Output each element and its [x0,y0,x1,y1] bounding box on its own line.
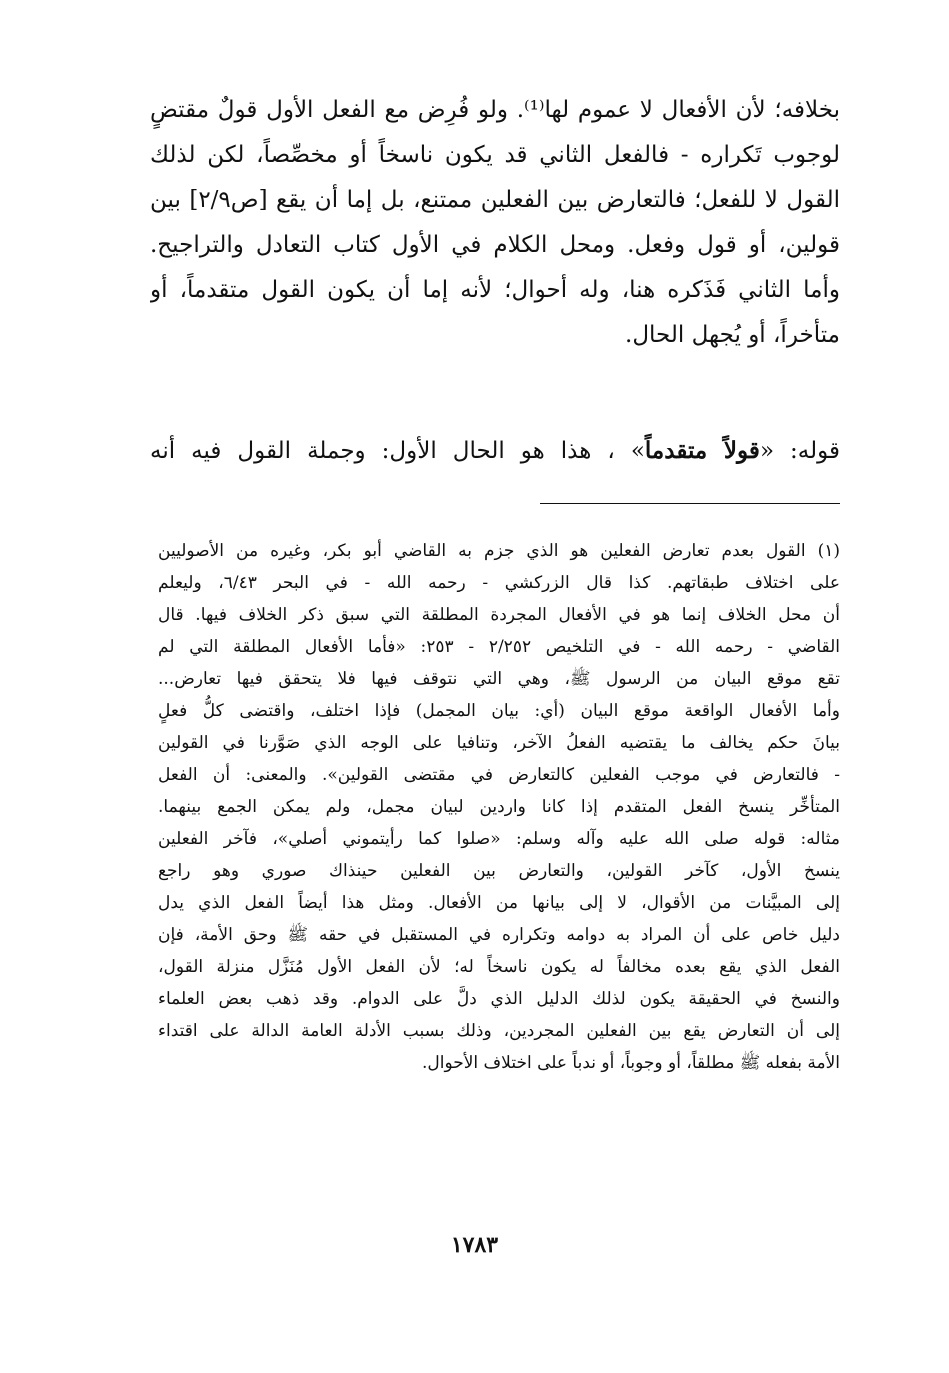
main-text-line: القول لا للفعل؛ فالتعارض بين الفعلين ممتنع، بل إما أن يقع [ص٢/٩] بين [150,187,840,213]
quote-paragraph [150,428,840,473]
footnote-line: بيانَ حكم يخالف ما يقتضيه الفعلُ الآخر، وتنافيا على الوجه الذي صَوَّرنا في القولين [158,733,840,753]
footnote-line: (١) القول بعدم تعارض الفعلين هو الذي جزم به القاضي أبو بكر، وغيره من الأصوليين [158,541,840,561]
footnote-line: - فالتعارض في موجب الفعلين كالتعارض في مقتضى القولين». والمعنى: أن الفعل [158,765,840,785]
footnote-line: الأمة بفعله ﷺ مطلقاً، أو وجوباً، أو ندباً على اختلاف الأحوال. [421,1053,840,1073]
main-text-line: متأخراً، أو يُجهل الحال. [625,322,840,348]
quote-suffix: » ، هذا هو الحال الأول: وجملة القول فيه أنه [150,438,645,464]
footnote-line: والنسخ في الحقيقة يكون لذلك الدليل الذي دلَّ على الدوام. وقد ذهب بعض العلماء [158,989,840,1009]
main-text-line: بخلافه؛ لأن الأفعال لا عموم لها⁽¹⁾. ولو فُرِض مع الفعل الأول قولٌ مقتضٍ [150,97,840,123]
footnotes-block [158,535,840,1079]
footnote-line: إلى المبيَّنات من الأقوال، لا إلى بيانها من الأفعال. ومثل هذا أيضاً الفعل الذي يدل [158,893,840,913]
footnote-line: أن محل الخلاف إنما هو في الأفعال المجردة المطلقة التي سبق ذكر الخلاف فيها. قال [158,605,840,625]
footnote-line: دليل خاص على أن المراد به دوامه وتكراره في المستقبل في حقه ﷺ وحق الأمة، فإن [158,925,840,945]
footnote-line: ينسخ الأول، كآخر القولين، والتعارض بين الفعلين حينذاك صوري وهو راجع [158,861,840,881]
footnote-line: الفعل الذي يقع بعده مخالفاً له يكون ناسخاً له؛ لأن الفعل الأول مُنَزَّل منزلة القول، [158,957,840,977]
footnote-line: المتأخِّر ينسخ الفعل المتقدم إذا كانا واردين لبيان مجمل، ولم يمكن الجمع بينهما. [158,797,840,817]
footnote-line: القاضي - رحمه الله - في التلخيص ٢/٢٥٢ - ٢٥٣: «فأما الأفعال المطلقة التي لم [158,637,840,657]
footnote-line: تقع موقع البيان من الرسول ﷺ، وهي التي نتوقف فيها فلا يتحقق فيها تعارض... [158,669,840,689]
footnote-divider [540,503,840,504]
page-number: ١٧٨٣ [450,1232,499,1258]
footnote-line: مثاله: قوله صلى الله عليه وآله وسلم: «صلوا كما رأيتموني أصلي»، فآخر الفعلين [158,829,840,849]
main-text-line: قولين، أو قول وفعل. ومحل الكلام في الأول كتاب التعادل والتراجيح. [150,232,840,258]
main-text-line: وأما الثاني فَذَكره هنا، وله أحوال؛ لأنه إما أن يكون القول متقدماً، أو [150,277,840,303]
main-text-line: لوجوب تَكراره - فالفعل الثاني قد يكون ناسخاً أو مخصِّصاً، لكن لذلك [150,142,840,168]
quoted-term: قولاً متقدماً [644,437,760,464]
footnote-line: إلى أن التعارض يقع بين الفعلين المجردين، وذلك بسبب الأدلة العامة الدالة على اقتداء [158,1021,840,1041]
main-text-block [150,88,840,358]
footnote-line: وأما الأفعال الواقعة موقع البيان (أي: بيان المجمل) فإذا اختلف، واقتضى كلُّ فعلٍ [158,701,840,721]
quote-prefix: قوله: « [759,438,840,464]
footnote-line: على اختلاف طبقاتهم. كذا قال الزركشي - رحمه الله - في البحر ٦/٤٣، وليعلم [158,573,840,593]
